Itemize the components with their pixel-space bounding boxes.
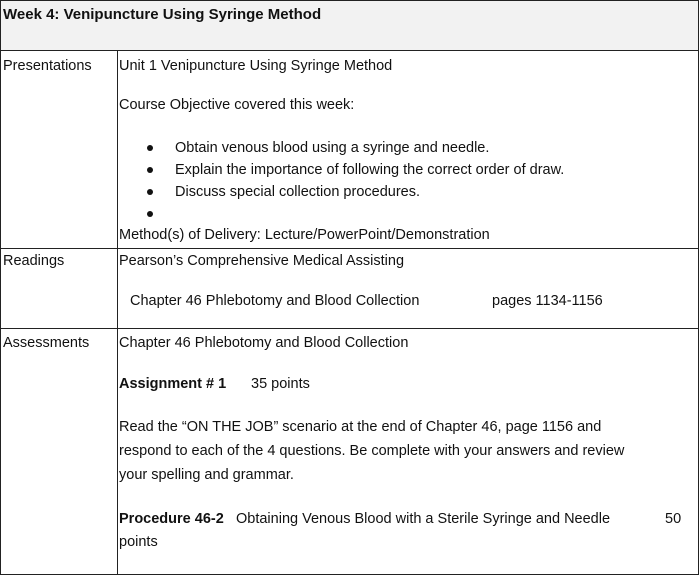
- column-divider: [117, 51, 118, 574]
- reading-book: Pearson’s Comprehensive Medical Assisting: [119, 253, 405, 269]
- readings-label: Readings: [3, 253, 65, 269]
- procedure-points-unit: points: [119, 534, 158, 550]
- unit-title: Unit 1 Venipuncture Using Syringe Method: [119, 58, 393, 74]
- delivery-method: Method(s) of Delivery: Lecture/PowerPoint/Demonstration: [119, 227, 490, 243]
- assessment-chapter: Chapter 46 Phlebotomy and Blood Collection: [119, 335, 409, 351]
- reading-chapter: Chapter 46 Phlebotomy and Blood Collection: [130, 293, 420, 309]
- list-item: Obtain venous blood using a syringe and needle.: [147, 137, 564, 159]
- instructions-line: Read the “ON THE JOB” scenario at the end of Chapter 46, page 1156 and: [119, 419, 602, 435]
- assessments-label: Assessments: [3, 335, 90, 351]
- table-header-row: [1, 1, 698, 51]
- list-item: Discuss special collection procedures.: [147, 181, 564, 203]
- objective-heading: Course Objective covered this week:: [119, 97, 355, 113]
- bullet-icon: [147, 211, 153, 217]
- week-title: Week 4: Venipuncture Using Syringe Method: [3, 6, 322, 23]
- reading-pages: pages 1134-1156: [492, 293, 603, 309]
- procedure-description: Obtaining Venous Blood with a Sterile Syringe and Needle: [236, 511, 611, 527]
- bullet-icon: [147, 167, 153, 173]
- presentations-label: Presentations: [3, 58, 92, 74]
- bullet-icon: [147, 189, 153, 195]
- assignment-points: 35 points: [251, 376, 310, 392]
- procedure-title: Procedure 46-2: [119, 511, 224, 527]
- objectives-list: [147, 137, 564, 225]
- instructions-line: respond to each of the 4 questions. Be complete with your answers and review: [119, 443, 625, 459]
- bullet-icon: [147, 145, 153, 151]
- list-item: [147, 203, 564, 225]
- list-item: Explain the importance of following the correct order of draw.: [147, 159, 564, 181]
- procedure-points-value: 50: [665, 511, 682, 527]
- assignment-title: Assignment # 1: [119, 376, 227, 392]
- instructions-line: your spelling and grammar.: [119, 467, 294, 483]
